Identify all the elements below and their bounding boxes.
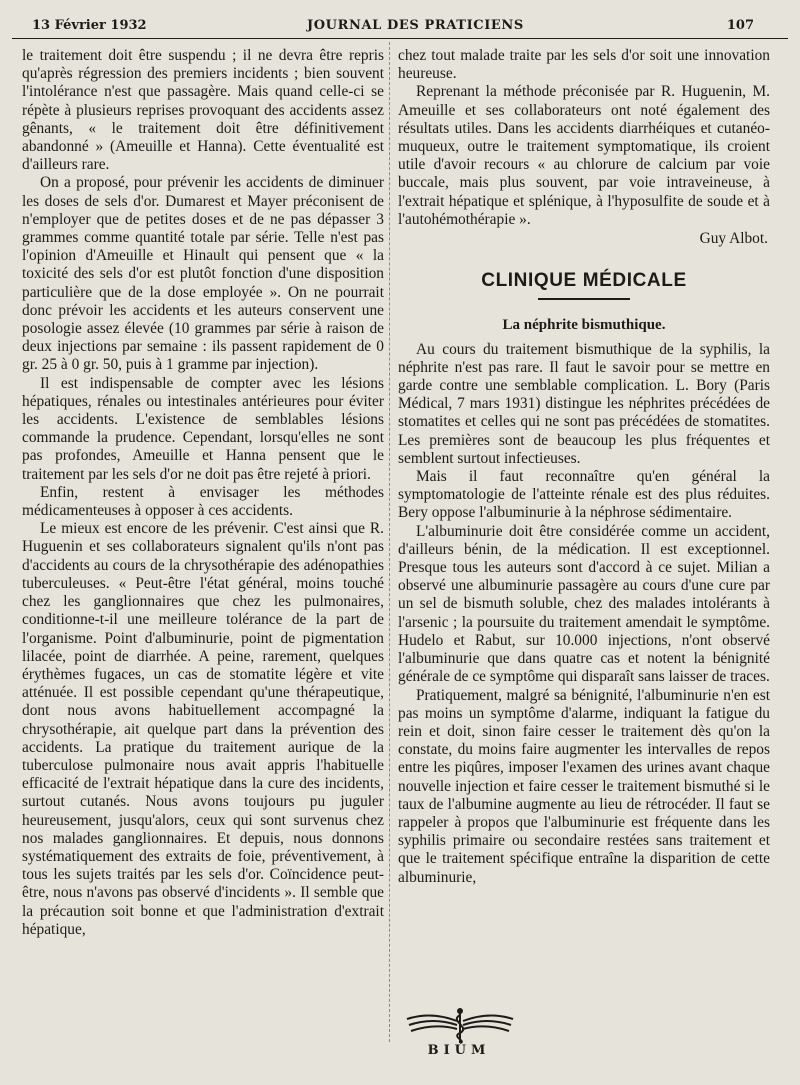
left-column	[22, 47, 384, 939]
paragraph: On a proposé, pour prévenir les accidents de diminuer les doses de sels d'or. Dumarest et Mayer préconisent de n'employer que de petites doses et de ne pas dépasser 3 grammes comme quantité totale par série. Telle n'est pas l'opinion d'Ameuille et Hinault qui pensent que « la toxicité des sels d'or est plutôt fonction d'une disposition particulière que de la dose employée ». On ne pourrait donc prévoir les accidents et les auteurs conservent une posologie assez élevée (10 grammes par série à raison de deux injections par semaine : ils passent rapidement de 0 gr. 25 à 0 gr. 50, puis à 1 gramme par injection).	[22, 174, 384, 374]
caduceus-icon	[401, 1005, 519, 1045]
column-divider	[389, 42, 390, 1042]
section-title-rule	[538, 298, 630, 300]
journal-title: JOURNAL DES PRATICIENS	[307, 18, 524, 33]
right-column	[398, 47, 770, 887]
paragraph: Le mieux est encore de les prévenir. C'est ainsi que R. Huguenin et ses collaborateurs signalent qu'ils n'ont pas d'accidents au cours de la chrysothérapie des adénopathies tuberculeuses. « Peut-être l'état général, moins touché chez les ganglionnaires que chez les pulmonaires, conditionne-t-il une meilleure tolérance de la part de l'organisme. Point d'albuminurie, point de pigmentation lilacée, point de diarrhée. A peine, rarement, quelques érythèmes fugaces, un cas de stomatite légère et vite atténuée. Il est possible cependant qu'une thérapeutique, dont nous avons habituellement accompagné la chrysothérapie, ait quelque part dans la prévention des accidents. La pratique du traitement aurique de la tuberculose pulmonaire nous avait appris l'habituelle efficacité de l'extrait hépatique dans la cure des incidents, surtout cutanés. Nous avons toujours pu juguler heureusement, jusqu'alors, ceux qui sont survenus chez nos malades ganglionnaires. Et depuis, nous donnons systématiquement des extraits de foie, préventivement, à tous les sujets traités par les sels d'or. Coïncidence peut-être, nous n'avons pas observé d'incidents ». Il semble que la précaution soit bonne et que l'administration d'extrait hépatique,	[22, 520, 384, 938]
paragraph: Il est indispensable de compter avec les lésions hépatiques, rénales ou intestinales antérieures pour éviter les accidents. L'existence de semblables lésions commande la prudence. Cependant, lorsqu'elles ne sont pas profondes, Ameuille et Hanna pensent que le traitement par les sels d'or ne doit pas être rejeté à priori.	[22, 374, 384, 483]
header-rule	[12, 38, 788, 39]
running-header	[22, 14, 782, 34]
author-signature: Guy Albot.	[699, 230, 768, 248]
logo-text: BIUM	[427, 1043, 491, 1058]
paragraph: Mais il faut reconnaître qu'en général la symptomatologie de l'atteinte rénale est des plus réduites. Bery oppose l'albuminurie à la néphrose sédimentaire.	[398, 468, 770, 522]
paragraph: Reprenant la méthode préconisée par R. Huguenin, M. Ameuille et ses collaborateurs ont noté également des résultats utiles. Dans les accidents diarrhéiques et cutanéo-muqueux, outre le traitement symptomatique, ils croient utile d'avoir recours « au chlorure de calcium par voie buccale, mais plus souvent, par voie intraveineuse, à l'extrait hépatique et splénique, à l'hyposulfite de soude et à l'autohémothérapie ».	[398, 83, 770, 228]
paragraph: Au cours du traitement bismuthique de la syphilis, la néphrite n'est pas rare. Il faut le savoir pour se mettre en garde contre une semblable complication. L. Bory (Paris Médical, 7 mars 1931) distingue les néphrites précédées de stomatites et celles qui ne sont pas précédées de stomatites. Les premières sont de beaucoup les plus fréquentes et semblent surtout infectieuses.	[398, 340, 770, 467]
paragraph: le traitement doit être suspendu ; il ne devra être repris qu'après régression des premiers incidents ; bien souvent l'intolérance n'est que passagère. Mais quand celle-ci se répète à plusieurs reprises provoquant des accidents assez gênants, « le traitement doit être définitivement abandonné » (Ameuille et Hanna). Cette éventualité est d'ailleurs rare.	[22, 47, 384, 174]
library-logo	[401, 1005, 519, 1065]
paragraph: chez tout malade traite par les sels d'or soit une innovation heureuse.	[398, 47, 770, 83]
article-subtitle: La néphrite bismuthique.	[502, 317, 666, 334]
paragraph: L'albuminurie doit être considérée comme un accident, d'ailleurs bénin, de la médication. Il est exceptionnel. Presque tous les auteurs sont d'accord à ce sujet. Milian a observé une albuminurie passagère au cours d'une cure par un sel de bismuth soluble, chez des malades intolérants à l'arsenic ; la poursuite du traitement amendait le symptôme. Hudelo et Rabut, sur 10.000 injections, n'ont observé l'albuminurie que dans quatre cas et notent la bénignité générale de ce symptôme qui disparaît sans laisser de traces.	[398, 522, 770, 686]
page-number: 107	[726, 18, 754, 33]
section-title: CLINIQUE MÉDICALE	[481, 270, 687, 292]
issue-date: 13 Février 1932	[32, 18, 147, 33]
paragraph: Enfin, restent à envisager les méthodes médicamenteuses à opposer à ces accidents.	[22, 483, 384, 520]
paragraph: Pratiquement, malgré sa bénignité, l'albuminurie n'en est pas moins un symptôme d'alarme, indiquant la fatigue du rein et doit, sinon faire cesser le traitement dès qu'on la constate, du moins faire augmenter les intervalles de repos entre les piqûres, imposer l'examen des urines avant chaque nouvelle injection et faire cesser le traitement bismuthé si le taux de l'albumine augmente au lieu de rétrocéder. Il faut se rappeler à propos que l'albuminurie est fréquente dans les syphilis primaire ou secondaire restées sans traitement et que le traitement spécifique entraîne la disparition de cette albuminurie,	[398, 686, 770, 886]
